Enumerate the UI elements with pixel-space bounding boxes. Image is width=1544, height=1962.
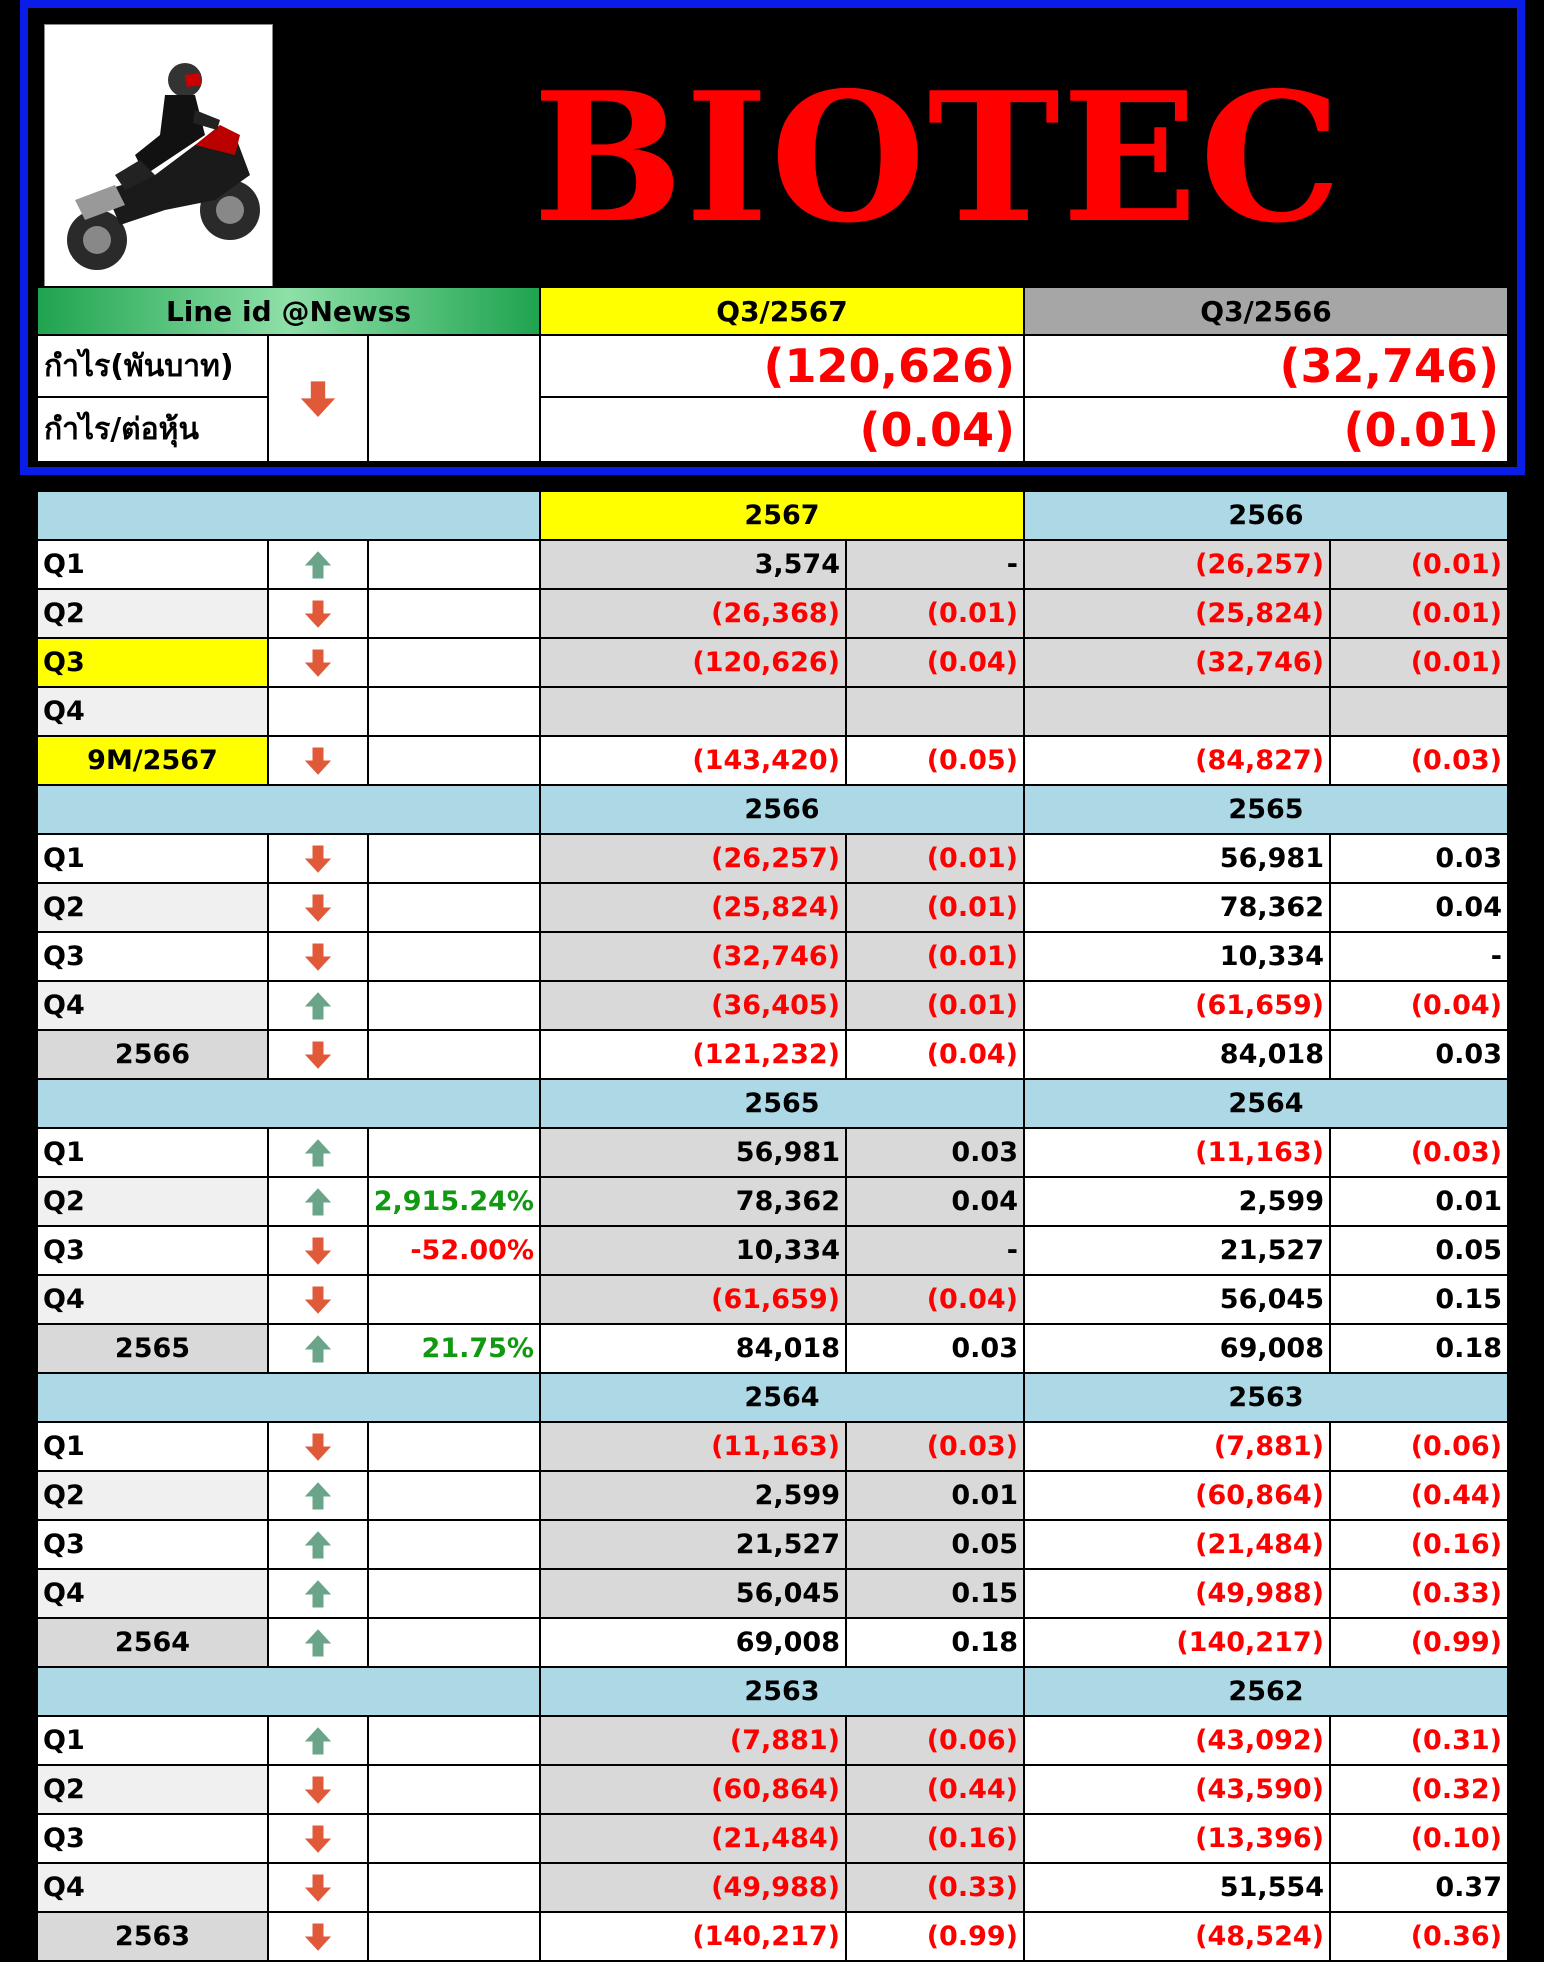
profit-left: (60,864) <box>540 1765 846 1814</box>
trend-cell <box>268 1177 368 1226</box>
eps-left: (0.16) <box>846 1814 1024 1863</box>
period-label: Q2 <box>37 1765 268 1814</box>
trend-cell <box>268 1765 368 1814</box>
eps-right: 0.01 <box>1330 1177 1508 1226</box>
period-label: Q2 <box>37 883 268 932</box>
eps-left <box>846 687 1024 736</box>
profit-left: 3,574 <box>540 540 846 589</box>
eps-right: (0.44) <box>1330 1471 1508 1520</box>
trend-cell <box>268 1226 368 1275</box>
growth-percent <box>368 1422 540 1471</box>
eps-right: 0.05 <box>1330 1226 1508 1275</box>
growth-percent <box>368 834 540 883</box>
profit-right <box>1024 687 1330 736</box>
profit-label: กำไร(พันบาท) <box>37 335 268 397</box>
quarter-row <box>37 1814 1508 1863</box>
profit-right: 78,362 <box>1024 883 1330 932</box>
profit-left: (49,988) <box>540 1863 846 1912</box>
growth-percent: 2,915.24% <box>368 1177 540 1226</box>
eps-left: 0.15 <box>846 1569 1024 1618</box>
quarter-row <box>37 1275 1508 1324</box>
eps-current: (0.04) <box>540 397 1024 462</box>
quarter-row <box>37 1422 1508 1471</box>
eps-left: (0.04) <box>846 1275 1024 1324</box>
profit-right: (49,988) <box>1024 1569 1330 1618</box>
arrow-down-icon <box>305 1284 331 1315</box>
section-header-blank <box>37 491 540 540</box>
section-header <box>37 491 1508 540</box>
period-label: Q3 <box>37 638 268 687</box>
profit-right: 56,045 <box>1024 1275 1330 1324</box>
section-header-blank <box>37 1079 540 1128</box>
growth-percent: 21.75% <box>368 1324 540 1373</box>
growth-percent <box>368 1618 540 1667</box>
quarter-row <box>37 638 1508 687</box>
total-row <box>37 1030 1508 1079</box>
trend-cell <box>268 589 368 638</box>
profit-left: 69,008 <box>540 1618 846 1667</box>
profit-right: 21,527 <box>1024 1226 1330 1275</box>
eps-left: (0.99) <box>846 1912 1024 1961</box>
profit-right: 51,554 <box>1024 1863 1330 1912</box>
trend-cell <box>268 1814 368 1863</box>
growth-percent: -52.00% <box>368 1226 540 1275</box>
eps-right: (0.10) <box>1330 1814 1508 1863</box>
section-header <box>37 1373 1508 1422</box>
eps-right: (0.36) <box>1330 1912 1508 1961</box>
quarter-row <box>37 589 1508 638</box>
profit-right: (60,864) <box>1024 1471 1330 1520</box>
eps-right: 0.37 <box>1330 1863 1508 1912</box>
section-year-right: 2562 <box>1024 1667 1508 1716</box>
period-label: 9M/2567 <box>37 736 268 785</box>
period-label: Q2 <box>37 589 268 638</box>
trend-cell <box>268 1618 368 1667</box>
company-title: BIOTEC <box>532 53 1344 262</box>
eps-right: 0.15 <box>1330 1275 1508 1324</box>
arrow-down-icon <box>305 647 331 678</box>
profit-left: 56,045 <box>540 1569 846 1618</box>
profit-right: (32,746) <box>1024 638 1330 687</box>
profit-right: 69,008 <box>1024 1324 1330 1373</box>
eps-right: - <box>1330 932 1508 981</box>
motorcycle-rider-image <box>44 24 273 292</box>
arrow-down-icon <box>305 598 331 629</box>
quarter-row <box>37 1863 1508 1912</box>
arrow-down-icon <box>305 745 331 776</box>
section-year-right: 2566 <box>1024 491 1508 540</box>
eps-left: (0.01) <box>846 981 1024 1030</box>
arrow-up-icon <box>305 1137 331 1168</box>
period-label: Q4 <box>37 1275 268 1324</box>
profit-left: 56,981 <box>540 1128 846 1177</box>
eps-left: (0.44) <box>846 1765 1024 1814</box>
growth-percent <box>368 1912 540 1961</box>
section-header-blank <box>37 1373 540 1422</box>
growth-percent <box>368 981 540 1030</box>
total-row <box>37 1618 1508 1667</box>
profit-right: (26,257) <box>1024 540 1330 589</box>
quarter-row <box>37 1128 1508 1177</box>
profit-right: (84,827) <box>1024 736 1330 785</box>
eps-left: (0.01) <box>846 883 1024 932</box>
profit-right: (43,590) <box>1024 1765 1330 1814</box>
profit-right: 56,981 <box>1024 834 1330 883</box>
eps-right: (0.32) <box>1330 1765 1508 1814</box>
period-label: Q4 <box>37 687 268 736</box>
growth-percent <box>368 1814 540 1863</box>
profit-right: 84,018 <box>1024 1030 1330 1079</box>
trend-cell <box>268 1520 368 1569</box>
growth-percent <box>368 1275 540 1324</box>
period-label: Q2 <box>37 1177 268 1226</box>
eps-right: (0.16) <box>1330 1520 1508 1569</box>
profit-current: (120,626) <box>540 335 1024 397</box>
profit-left: (32,746) <box>540 932 846 981</box>
section-year-left: 2564 <box>540 1373 1024 1422</box>
arrow-down-icon <box>305 1872 331 1903</box>
period-label: Q1 <box>37 1128 268 1177</box>
eps-left: 0.04 <box>846 1177 1024 1226</box>
section-year-left: 2566 <box>540 785 1024 834</box>
profit-right: (61,659) <box>1024 981 1330 1030</box>
growth-percent <box>368 1863 540 1912</box>
profit-right: (25,824) <box>1024 589 1330 638</box>
period-label: Q3 <box>37 932 268 981</box>
quarter-row <box>37 1177 1508 1226</box>
trend-cell <box>268 1275 368 1324</box>
quarter-row <box>37 1716 1508 1765</box>
arrow-up-icon <box>305 1480 331 1511</box>
period-label: Q3 <box>37 1226 268 1275</box>
arrow-down-icon <box>301 388 335 407</box>
growth-percent <box>368 540 540 589</box>
section-header-blank <box>37 1667 540 1716</box>
period-label: 2566 <box>37 1030 268 1079</box>
arrow-down-icon <box>305 1921 331 1952</box>
trend-cell <box>268 638 368 687</box>
section-header-blank <box>37 785 540 834</box>
eps-left: - <box>846 540 1024 589</box>
eps-right: (0.31) <box>1330 1716 1508 1765</box>
eps-right <box>1330 687 1508 736</box>
arrow-up-icon <box>305 1529 331 1560</box>
current-period-header: Q3/2567 <box>540 287 1024 335</box>
growth-percent <box>368 687 540 736</box>
period-label: Q1 <box>37 1422 268 1471</box>
trend-cell <box>268 932 368 981</box>
line-id-label: Line id @Newss <box>37 287 540 335</box>
profit-right: (140,217) <box>1024 1618 1330 1667</box>
quarter-row <box>37 1471 1508 1520</box>
trend-cell <box>268 1422 368 1471</box>
growth-percent <box>368 1520 540 1569</box>
profit-left <box>540 687 846 736</box>
growth-percent <box>368 932 540 981</box>
profit-left: (26,257) <box>540 834 846 883</box>
trend-cell <box>268 1128 368 1177</box>
profit-left: (121,232) <box>540 1030 846 1079</box>
growth-percent <box>368 1128 540 1177</box>
eps-right: (0.03) <box>1330 736 1508 785</box>
quarter-row <box>37 932 1508 981</box>
profit-left: 84,018 <box>540 1324 846 1373</box>
trend-cell <box>268 1569 368 1618</box>
arrow-up-icon <box>305 1333 331 1364</box>
profit-previous: (32,746) <box>1024 335 1508 397</box>
quarter-row <box>37 1226 1508 1275</box>
section-year-left: 2563 <box>540 1667 1024 1716</box>
trend-cell <box>268 1471 368 1520</box>
profit-left: 10,334 <box>540 1226 846 1275</box>
eps-left: (0.04) <box>846 638 1024 687</box>
eps-right: (0.01) <box>1330 589 1508 638</box>
eps-left: (0.05) <box>846 736 1024 785</box>
eps-right: 0.03 <box>1330 834 1508 883</box>
quarter-row <box>37 883 1508 932</box>
period-label: Q1 <box>37 540 268 589</box>
period-label: Q1 <box>37 834 268 883</box>
profit-right: 10,334 <box>1024 932 1330 981</box>
earnings-history-table <box>36 490 1509 1962</box>
eps-right: (0.01) <box>1330 540 1508 589</box>
arrow-up-icon <box>305 1627 331 1658</box>
eps-left: 0.03 <box>846 1324 1024 1373</box>
total-row <box>37 1912 1508 1961</box>
profit-left: 21,527 <box>540 1520 846 1569</box>
growth-percent <box>368 1716 540 1765</box>
quarter-row <box>37 1520 1508 1569</box>
growth-percent <box>368 1030 540 1079</box>
arrow-down-icon <box>305 1039 331 1070</box>
arrow-down-icon <box>305 892 331 923</box>
growth-percent <box>368 638 540 687</box>
trend-cell <box>268 1324 368 1373</box>
trend-cell <box>268 1030 368 1079</box>
arrow-up-icon <box>305 1578 331 1609</box>
profit-right: (11,163) <box>1024 1128 1330 1177</box>
eps-right: (0.33) <box>1330 1569 1508 1618</box>
profit-left: 78,362 <box>540 1177 846 1226</box>
section-year-right: 2565 <box>1024 785 1508 834</box>
period-label: 2563 <box>37 1912 268 1961</box>
eps-right: (0.04) <box>1330 981 1508 1030</box>
eps-right: 0.03 <box>1330 1030 1508 1079</box>
eps-left: 0.01 <box>846 1471 1024 1520</box>
profit-left: (120,626) <box>540 638 846 687</box>
profit-left: (143,420) <box>540 736 846 785</box>
section-header <box>37 1079 1508 1128</box>
eps-left: 0.05 <box>846 1520 1024 1569</box>
profit-left: (36,405) <box>540 981 846 1030</box>
trend-cell <box>268 540 368 589</box>
eps-right: (0.06) <box>1330 1422 1508 1471</box>
growth-percent <box>368 736 540 785</box>
period-label: Q1 <box>37 1716 268 1765</box>
section-year-right: 2564 <box>1024 1079 1508 1128</box>
quarter-row <box>37 981 1508 1030</box>
section-header <box>37 785 1508 834</box>
profit-left: (140,217) <box>540 1912 846 1961</box>
profit-right: (48,524) <box>1024 1912 1330 1961</box>
eps-right: (0.03) <box>1330 1128 1508 1177</box>
arrow-down-icon <box>305 843 331 874</box>
trend-cell <box>268 883 368 932</box>
profit-left: (21,484) <box>540 1814 846 1863</box>
arrow-down-icon <box>305 1431 331 1462</box>
growth-percent <box>368 1471 540 1520</box>
total-row <box>37 1324 1508 1373</box>
arrow-down-icon <box>305 941 331 972</box>
quarter-row <box>37 540 1508 589</box>
profit-left: (26,368) <box>540 589 846 638</box>
eps-left: 0.03 <box>846 1128 1024 1177</box>
total-row <box>37 736 1508 785</box>
growth-percent <box>368 883 540 932</box>
arrow-up-icon <box>305 1186 331 1217</box>
arrow-down-icon <box>305 1235 331 1266</box>
summary-trend-cell <box>268 335 368 462</box>
eps-previous: (0.01) <box>1024 397 1508 462</box>
trend-cell <box>268 834 368 883</box>
arrow-down-icon <box>305 1774 331 1805</box>
period-label: Q2 <box>37 1471 268 1520</box>
growth-percent <box>368 1765 540 1814</box>
eps-label: กำไร/ต่อหุ้น <box>37 397 268 462</box>
summary-table <box>36 286 1509 463</box>
trend-cell <box>268 981 368 1030</box>
eps-left: (0.01) <box>846 589 1024 638</box>
arrow-up-icon <box>305 990 331 1021</box>
section-year-right: 2563 <box>1024 1373 1508 1422</box>
quarter-row <box>37 1765 1508 1814</box>
profit-left: (11,163) <box>540 1422 846 1471</box>
quarter-row <box>37 1569 1508 1618</box>
trend-cell <box>268 1912 368 1961</box>
eps-left: (0.03) <box>846 1422 1024 1471</box>
profit-right: (43,092) <box>1024 1716 1330 1765</box>
section-year-left: 2565 <box>540 1079 1024 1128</box>
eps-left: (0.06) <box>846 1716 1024 1765</box>
profit-left: (61,659) <box>540 1275 846 1324</box>
period-label: Q4 <box>37 981 268 1030</box>
eps-right: (0.99) <box>1330 1618 1508 1667</box>
quarter-row <box>37 687 1508 736</box>
trend-cell <box>268 736 368 785</box>
profit-right: 2,599 <box>1024 1177 1330 1226</box>
eps-left: - <box>846 1226 1024 1275</box>
eps-left: (0.04) <box>846 1030 1024 1079</box>
section-header <box>37 1667 1508 1716</box>
eps-right: 0.04 <box>1330 883 1508 932</box>
period-label: 2565 <box>37 1324 268 1373</box>
previous-period-header: Q3/2566 <box>1024 287 1508 335</box>
profit-left: 2,599 <box>540 1471 846 1520</box>
period-label: Q3 <box>37 1520 268 1569</box>
eps-left: (0.01) <box>846 834 1024 883</box>
growth-percent <box>368 589 540 638</box>
eps-left: 0.18 <box>846 1618 1024 1667</box>
eps-right: 0.18 <box>1330 1324 1508 1373</box>
arrow-up-icon <box>305 1725 331 1756</box>
eps-right: (0.01) <box>1330 638 1508 687</box>
quarter-row <box>37 834 1508 883</box>
profit-left: (7,881) <box>540 1716 846 1765</box>
trend-cell <box>268 1716 368 1765</box>
eps-left: (0.01) <box>846 932 1024 981</box>
period-label: Q4 <box>37 1569 268 1618</box>
summary-blank-cell <box>368 335 540 462</box>
profit-right: (13,396) <box>1024 1814 1330 1863</box>
profit-right: (7,881) <box>1024 1422 1330 1471</box>
profit-right: (21,484) <box>1024 1520 1330 1569</box>
trend-cell <box>268 1863 368 1912</box>
period-label: 2564 <box>37 1618 268 1667</box>
arrow-down-icon <box>305 1823 331 1854</box>
growth-percent <box>368 1569 540 1618</box>
period-label: Q4 <box>37 1863 268 1912</box>
trend-cell <box>268 687 368 736</box>
eps-left: (0.33) <box>846 1863 1024 1912</box>
arrow-up-icon <box>305 549 331 580</box>
profit-left: (25,824) <box>540 883 846 932</box>
section-year-left: 2567 <box>540 491 1024 540</box>
period-label: Q3 <box>37 1814 268 1863</box>
